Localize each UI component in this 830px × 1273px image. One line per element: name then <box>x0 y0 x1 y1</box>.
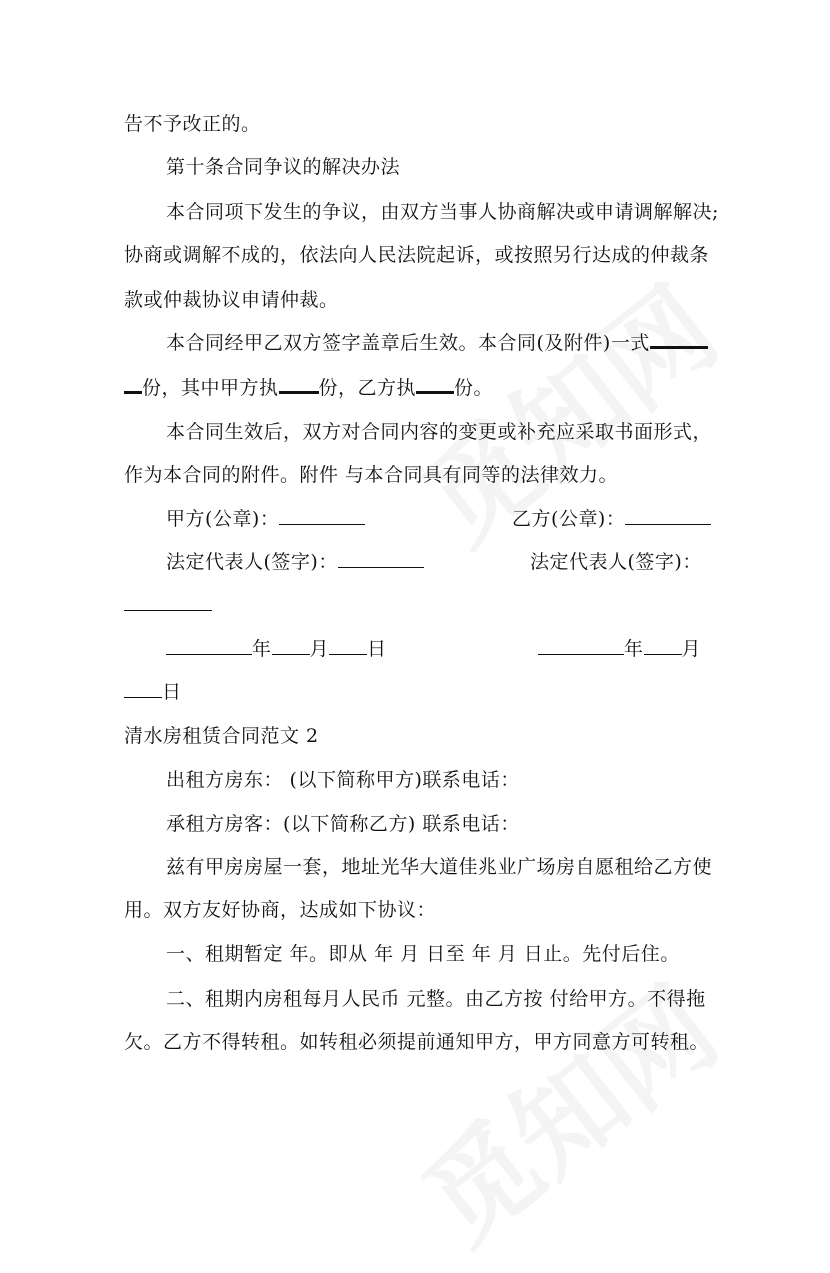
text-line <box>166 331 708 355</box>
day-label: 日 <box>162 681 182 703</box>
rep-b-sign <box>124 593 212 617</box>
section-heading: 第十条合同争议的解决办法 <box>166 156 401 178</box>
blank-field[interactable] <box>124 594 212 611</box>
day-label: 日 <box>367 638 387 660</box>
text-line: 本合同项下发生的争议，由双方当事人协商解决或申请调解解决; <box>166 201 719 223</box>
text-line: 用。双方友好协商，达成如下协议： <box>124 899 437 921</box>
blank-field[interactable] <box>538 638 624 655</box>
date-b-cont <box>124 680 182 704</box>
text-line: 本合同生效后，双方对合同内容的变更或补充应采取书面形式， <box>166 421 713 443</box>
text-line: 作为本合同的附件。附件 与本合同具有同等的法律效力。 <box>124 464 619 486</box>
lessor-line: 出租方房东： (以下简称甲方)联系电话： <box>166 769 520 791</box>
copies-text: 份。 <box>454 377 494 399</box>
rep-a-sign <box>166 550 424 574</box>
text-line: 款或仲裁协议申请仲裁。 <box>124 289 339 311</box>
date-a <box>166 637 387 661</box>
text-line: 协商或调解不成的，依法向人民法院起诉，或按照另行达成的仲裁条 <box>124 244 710 266</box>
rep-a-label: 法定代表人(签字)： <box>166 551 338 573</box>
blank-field[interactable] <box>272 638 310 655</box>
clause-2: 二、租期内房租每月人民币 元整。由乙方按 付给甲方。不得拖 <box>166 988 706 1010</box>
blank-field[interactable] <box>279 508 365 525</box>
party-b-label: 乙方(公章)： <box>512 508 626 530</box>
month-label: 月 <box>309 638 330 660</box>
blank-field[interactable] <box>329 638 367 655</box>
blank-field[interactable] <box>124 376 142 394</box>
blank-field[interactable] <box>124 681 162 698</box>
clause-1: 一、租期暂定 年。即从 年 月 日至 年 月 日止。先付后住。 <box>166 943 680 965</box>
party-a-label: 甲方(公章)： <box>166 508 280 530</box>
blank-field[interactable] <box>416 376 454 394</box>
blank-field[interactable] <box>338 551 424 568</box>
blank-field[interactable] <box>166 638 252 655</box>
year-label: 年 <box>252 638 272 660</box>
text-line: 欠。乙方不得转租。如转租必须提前通知甲方，甲方同意方可转租。 <box>124 1031 710 1053</box>
party-b-seal <box>512 507 711 531</box>
blank-field[interactable] <box>279 376 319 394</box>
date-b <box>538 637 701 661</box>
copies-text: 本合同经甲乙双方签字盖章后生效。本合同(及附件)一式 <box>166 332 650 354</box>
lessee-line: 承租方房客：(以下简称乙方) 联系电话： <box>166 813 520 835</box>
month-label: 月 <box>681 638 702 660</box>
document-title: 清水房租赁合同范文 2 <box>124 725 319 747</box>
text-line <box>124 376 493 400</box>
year-label: 年 <box>624 638 644 660</box>
text-line: 兹有甲房房屋一套，地址光华大道佳兆业广场房自愿租给乙方使 <box>166 856 713 878</box>
blank-field[interactable] <box>625 508 711 525</box>
copies-text: 份，其中甲方执 <box>142 377 279 399</box>
copies-text: 份，乙方执 <box>318 377 417 399</box>
rep-b-label: 法定代表人(签字)： <box>530 551 702 573</box>
party-a-seal <box>166 507 365 531</box>
text-line: 告不予改正的。 <box>124 113 261 135</box>
blank-field[interactable] <box>644 638 682 655</box>
blank-field[interactable] <box>650 331 708 349</box>
